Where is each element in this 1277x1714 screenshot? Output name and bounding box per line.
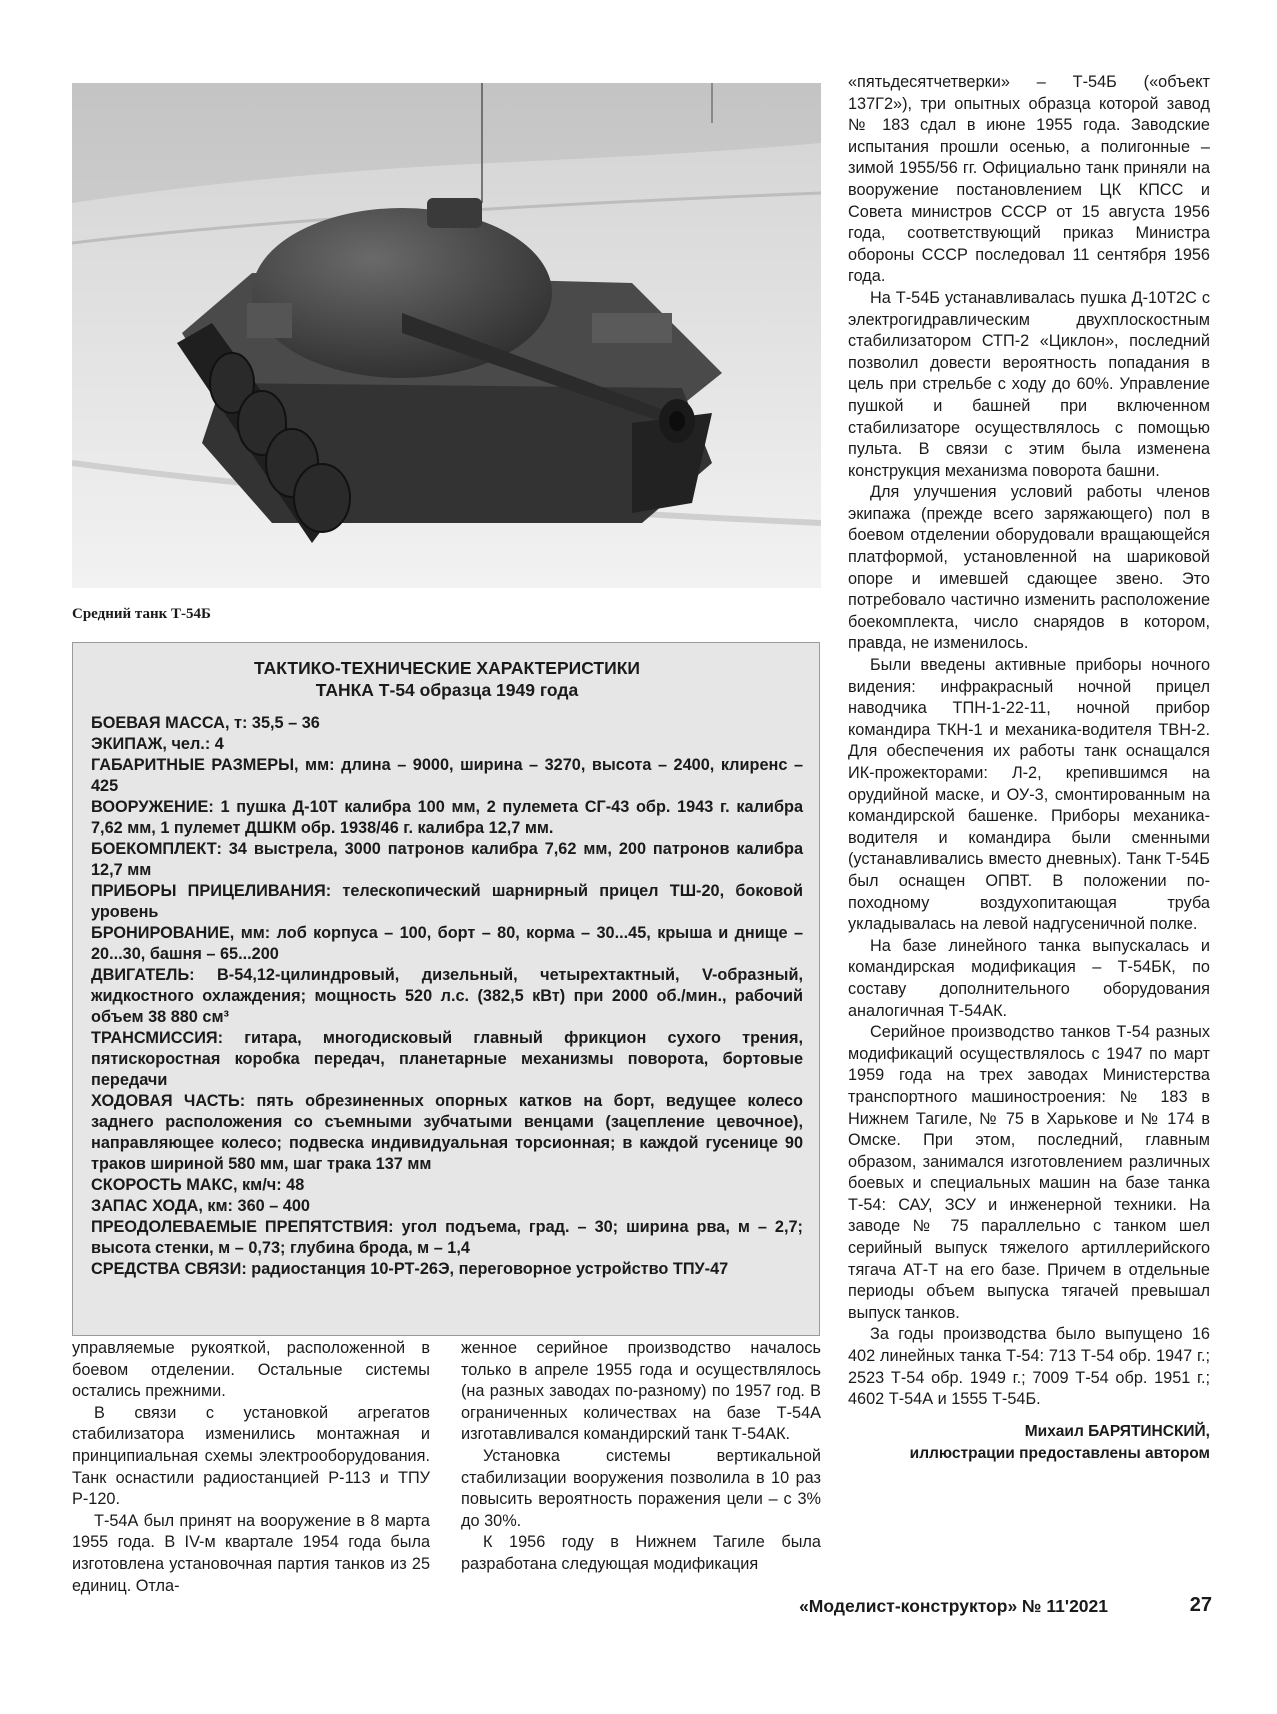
paragraph: К 1956 году в Нижнем Тагиле была разработана следующая модификация: [461, 1533, 821, 1573]
spec-item: [91, 734, 803, 755]
specifications-box: [72, 642, 820, 1336]
spec-item: [91, 1175, 803, 1196]
illustration-credit: иллюстрации предоставлены автором: [909, 1444, 1210, 1462]
paragraph: Т-54А был принят на вооружение в 8 марта 1955 года. В IV-м квартале 1954 года была изготовлена установочная партия танков из 25 единиц. Отла-: [72, 1511, 430, 1595]
paragraph: управляемые рукояткой, расположенной в боевом отделении. Остальные системы остались прежними.: [72, 1339, 430, 1401]
spec-value: 35,5 – 36: [247, 714, 320, 732]
spec-item: [91, 923, 803, 965]
photo-caption: Средний танк Т-54Б: [72, 606, 211, 622]
bottom-left-text-column: [72, 1338, 430, 1597]
spec-key: ДВИГАТЕЛЬ:: [91, 966, 195, 984]
author-name: Михаил БАРЯТИНСКИЙ,: [1024, 1422, 1210, 1440]
spec-value: 34 выстрела, 3000 патронов калибра 7,62 мм, 200 патронов калибра 12,7 мм: [91, 840, 803, 879]
spec-key: ХОДОВАЯ ЧАСТЬ:: [91, 1092, 246, 1110]
spec-value: длина – 9000, ширина – 3270, высота – 2400, клиренс – 425: [91, 756, 803, 795]
spec-key: ГАБАРИТНЫЕ РАЗМЕРЫ, мм:: [91, 756, 335, 774]
paragraph: Серийное производство танков Т-54 разных модификаций осуществлялось с 1947 по март 1959 года на трех заводах Министерства транспортного машиностроения: № 183 в Нижнем Тагиле, № 75 в Харькове и № 174 в Омске. При этом, последний, главным образом, занимался изготовлением различных боевых и специальных машин на базе танка Т-54: САУ, ЗСУ и инженерной техники. На заводе № 75 параллельно с танком шел серийный выпуск тяжелого артиллерийского тягача АТ-Т на его базе. Причем в отдельные периоды объем выпуска тягачей превышал выпуск танков.: [848, 1023, 1210, 1322]
spec-value: пять обрезиненных опорных катков на борт, ведущее колесо заднего расположения со съемными зубчатыми венцами (зацепление цевочное), направляющее колесо; подвеска индивидуальная торсионная; в каждой гусенице 90 траков шириной 580 мм, шаг трака 137 мм: [91, 1092, 803, 1173]
spec-key: ЭКИПАЖ, чел.:: [91, 735, 211, 753]
spec-item: [91, 1217, 803, 1259]
paragraph: Были введены активные приборы ночного видения: инфракрасный ночной прицел наводчика ТПН-1-22-11, ночной прибор командира ТКН-1 и механика-водителя ТВН-2. Для обеспечения их работы танк оснащался ИК-прожекторами: Л-2, крепившимся на орудийной маске, и ОУ-3, смонтированным на командирской башенке. Приборы механика-водителя и командира были сменными (устанавливались вместо дневных). Танк Т-54Б был оснащен ОПВТ. В положении по-походному воздухопитающая труба укладывалась на левой надгусеничной полке.: [848, 656, 1210, 934]
paragraph: Для улучшения условий работы членов экипажа (прежде всего заряжающего) пол в боевом отделении оборудовали вращающейся платформой, установленной на шариковой опоре и имевшей сдающее звено. Это потребовало частично изменить расположение боекомплекта, число снарядов в котором, правда, не изменилось.: [848, 483, 1210, 653]
spec-value: телескопический шарнирный прицел ТШ-20, боковой уровень: [91, 882, 803, 921]
spec-key: БРОНИРОВАНИЕ, мм:: [91, 924, 271, 942]
spec-key: ТРАНСМИССИЯ:: [91, 1029, 224, 1047]
magazine-footer: «Моделист-конструктор» № 11'2021: [799, 1596, 1108, 1616]
spec-item: [91, 1091, 803, 1175]
spec-item: [91, 755, 803, 797]
spec-value: радиостанция 10-РТ-26Э, переговорное устройство ТПУ-47: [246, 1260, 729, 1278]
spec-key: ПРИБОРЫ ПРИЦЕЛИВАНИЯ:: [91, 882, 332, 900]
spec-key: СКОРОСТЬ МАКС, км/ч:: [91, 1176, 282, 1194]
tank-photo: [72, 83, 821, 588]
spec-item: [91, 1259, 803, 1280]
tank-illustration: [72, 83, 821, 588]
spec-item: [91, 881, 803, 923]
spec-value: В-54,12-цилиндровый, дизельный, четырехтактный, V-образный, жидкостного охлаждения; мощность 520 л.с. (382,5 кВт) при 2000 об./мин., рабочий объем 38 880 см³: [91, 966, 803, 1026]
spec-item: [91, 1196, 803, 1217]
page-number: 27: [1189, 1594, 1212, 1616]
spec-title-line1: ТАКТИКО-ТЕХНИЧЕСКИЕ ХАРАКТЕРИСТИКИ: [254, 658, 640, 678]
spec-key: БОЕВАЯ МАССА, т:: [91, 714, 248, 732]
spec-value: 360 – 400: [232, 1197, 310, 1215]
spec-key: ЗАПАС ХОДА, км:: [91, 1197, 233, 1215]
spec-item: [91, 839, 803, 881]
spec-list: [91, 713, 803, 1280]
spec-value: 1 пушка Д-10Т калибра 100 мм, 2 пулемета СГ-43 обр. 1943 г. калибра 7,62 мм, 1 пулемет ДШКМ обр. 1938/46 г. калибра 12,7 мм.: [91, 798, 803, 837]
paragraph: За годы производства было выпущено 16 402 линейных танка Т-54: 713 Т-54 обр. 1947 г.; 2523 Т-54 обр. 1949 г.; 7009 Т-54 обр. 1951 г.; 4602 Т-54А и 1555 Т-54Б.: [848, 1325, 1210, 1409]
spec-item: [91, 713, 803, 734]
spec-key: ПРЕОДОЛЕВАЕМЫЕ ПРЕПЯТСТВИЯ:: [91, 1218, 394, 1236]
spec-key: СРЕДСТВА СВЯЗИ:: [91, 1260, 247, 1278]
paragraph: Установка системы вертикальной стабилизации вооружения позволила в 10 раз повысить вероятность поражения цели – с 3% до 30%.: [461, 1446, 821, 1530]
spec-value: угол подъема, град. – 30; ширина рва, м – 2,7; высота стенки, м – 0,73; глубина брода, м – 1,4: [91, 1218, 803, 1257]
bottom-middle-text-column: [461, 1338, 821, 1576]
spec-key: БОЕКОМПЛЕКТ:: [91, 840, 222, 858]
paragraph: женное серийное производство началось только в апреле 1955 года и осуществлялось (на разных заводах по-разному) по 1957 год. В ограниченных количествах на базе Т-54А изготавливался командирский танк Т-54АК.: [461, 1339, 821, 1444]
spec-item: [91, 965, 803, 1028]
spec-item: [91, 1028, 803, 1091]
spec-title-line2: ТАНКА Т-54 образца 1949 года: [315, 680, 579, 700]
spec-value: 4: [210, 735, 224, 753]
spec-key: ВООРУЖЕНИЕ:: [91, 798, 214, 816]
spec-item: [91, 797, 803, 839]
right-text-column: [848, 72, 1210, 1465]
spec-value: лоб корпуса – 100, борт – 80, корма – 30...45, крыша и днище – 20...30, башня – 65...200: [91, 924, 803, 963]
spec-value: гитара, многодисковый главный фрикцион сухого трения, пятискоростная коробка передач, планетарные механизмы поворота, бортовые передачи: [91, 1029, 803, 1089]
paragraph: На базе линейного танка выпускалась и командирская модификация – Т-54БК, по составу дополнительного оборудования аналогичная Т-54АК.: [848, 936, 1210, 1020]
paragraph: В связи с установкой агрегатов стабилизатора изменились монтажная и принципиальная схемы электрооборудования. Танк оснастили радиостанцией Р-113 и ТПУ Р-120.: [72, 1403, 430, 1509]
paragraph: «пятьдесятчетверки» – Т-54Б («объект 137Г2»), три опытных образца которой завод № 183 сдал в июне 1955 года. Заводские испытания прошли осенью, а полигонные – зимой 1955/56 гг. Официально танк приняли на вооружение постановлением ЦК КПСС и Совета министров СССР от 15 августа 1956 года, соответствующий приказ Министра обороны СССР последовал 11 сентября 1956 года.: [848, 73, 1210, 286]
paragraph: На Т-54Б устанавливалась пушка Д-10Т2С с электрогидравлическим двухплоскостным стабилизатором СТП-2 «Циклон», последний позволил довести вероятность попадания в цель при стрельбе с ходу до 60%. Управление пушкой и башней при включенном стабилизаторе осуществлялось с помощью пульта. В связи с этим была изменена конструкция механизма поворота башни.: [848, 288, 1210, 480]
spec-value: 48: [281, 1176, 305, 1194]
author-signature: [848, 1421, 1210, 1465]
